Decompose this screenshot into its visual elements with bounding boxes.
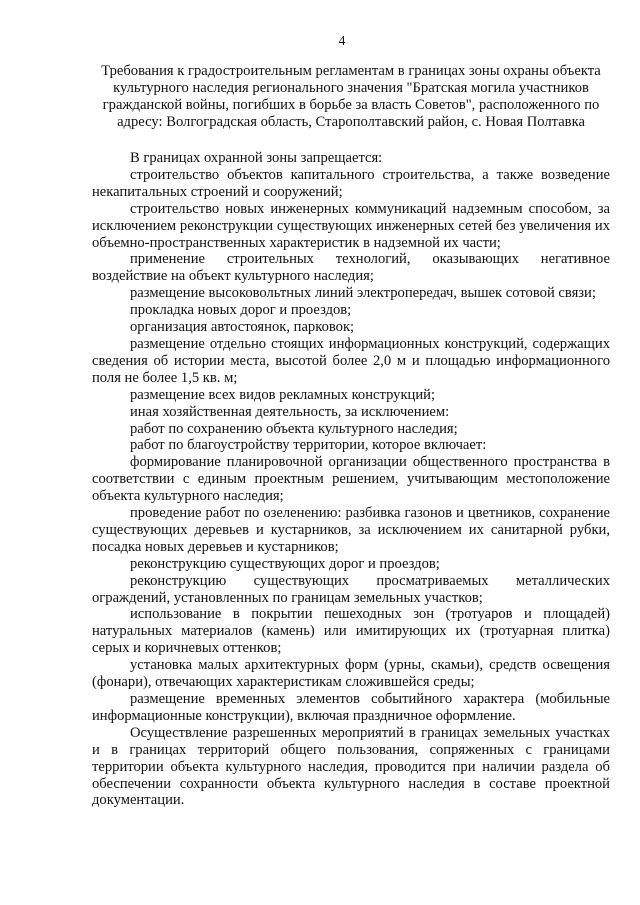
paragraph: размещение отдельно стоящих информационных конструкций, содержащих сведения об истории места, высотой более 2,0 м и площадью информационного поля не более 1,5 кв. м; (92, 335, 610, 386)
page-number: 4 (338, 33, 346, 48)
paragraph: организация автостоянок, парковок; (130, 319, 355, 336)
paragraph: установка малых архитектурных форм (урны, скамьи), средств освещения (фонари), отвечающих характеристикам сложившейся среды; (92, 657, 610, 691)
paragraph-intro: В границах охранной зоны запрещается: (130, 150, 383, 166)
paragraph: применение строительных технологий, оказывающих негативное воздействие на объект культурного наследия; (92, 251, 610, 285)
paragraph: строительство объектов капитального строительства, а также возведение некапитальных строений и сооружений; (92, 166, 610, 200)
paragraph: работ по сохранению объекта культурного наследия; (130, 420, 458, 437)
paragraph: иная хозяйственная деятельность, за исключением: (130, 403, 450, 420)
paragraph: реконструкцию существующих дорог и проездов; (130, 555, 440, 572)
paragraph: размещение высоковольтных линий электропередач, вышек сотовой связи; (130, 285, 596, 302)
paragraph: проведение работ по озеленению: разбивка газонов и цветников, сохранение существующих деревьев и кустарников, за исключением их санитарной рубки, посадка новых деревьев и кустарников; (92, 505, 610, 555)
paragraph: использование в покрытии пешеходных зон (тротуаров и площадей) натуральных материалов (камень) или имитирующих их (тротуарная плитка) серых и коричневых оттенков; (92, 606, 610, 657)
paragraph: работ по благоустройству территории, которое включает: (130, 437, 487, 454)
paragraph: реконструкцию существующих просматриваемых металлических ограждений, установленных по границам земельных участков; (92, 572, 610, 606)
paragraph: прокладка новых дорог и проездов; (130, 302, 352, 319)
paragraph: строительство новых инженерных коммуникаций надземным способом, за исключением реконструкции существующих инженерных сетей без увеличения их объемно-пространственных характеристик в надземной их части; (92, 200, 610, 251)
paragraph-conclusion: Осуществление разрешенных мероприятий в границах земельных участках и в границах территорий общего пользования, сопряженных с границами территории объекта культурного наследия, проводится при наличии раздела об обеспечении сохранности объекта культурного наследия в составе проектной документации. (92, 724, 610, 809)
paragraph: размещение всех видов рекламных конструкций; (130, 386, 436, 403)
paragraph: размещение временных элементов событийного характера (мобильные информационные конструкции), включая праздничное оформление. (92, 691, 610, 724)
document-title: Требования к градостроительным регламентам в границах зоны охраны объекта культурного наследия регионального значения "Братская могила участников гражданской войны, погибших в борьбе за власть Советов", расположенного по адресу: Волгоградская область, Старополтавский район, с. Новая Полтавка (101, 63, 601, 130)
document-body (92, 150, 610, 809)
paragraph: формирование планировочной организации общественного пространства в соответствии с единым проектным решением, учитывающим местоположение объекта культурного наследия; (92, 454, 610, 505)
